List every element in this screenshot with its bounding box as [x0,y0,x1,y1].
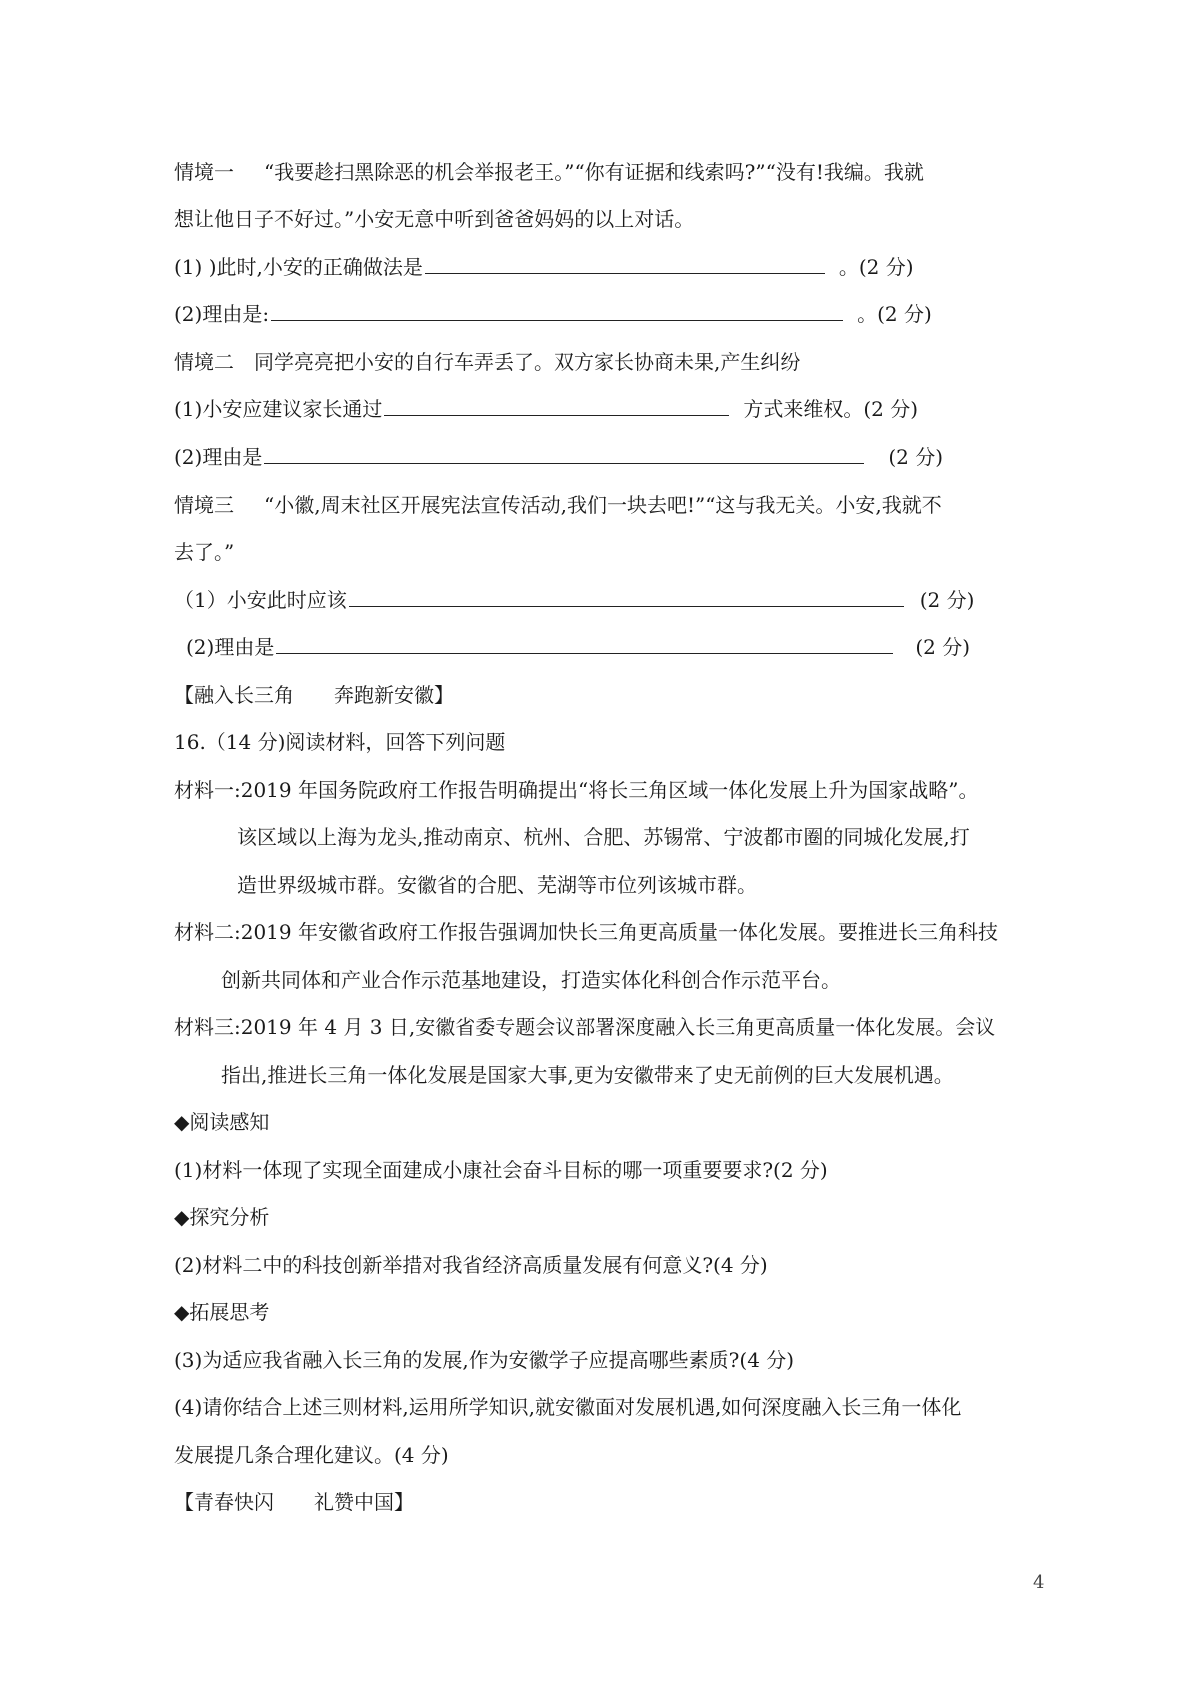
scenario1-question2 [174,300,932,328]
material1-line1: 材料一:2019 年国务院政府工作报告明确提出“将长三角区域一体化发展上升为国家战略”。 [174,778,979,802]
question-score: (2 分) [888,445,944,469]
part3-heading: ◆拓展思考 [174,1300,270,1324]
question16-title: 16.（14 分)阅读材料，回答下列问题 [174,730,506,754]
answer-blank[interactable] [425,253,825,274]
question-score: (2 分) [915,635,971,659]
question-prefix: （1）小安此时应该 [174,588,347,612]
section-heading: 【融入长三角 奔跑新安徽】 [174,683,454,707]
part1-heading: ◆阅读感知 [174,1110,270,1134]
scenario3-text-line2: 去了。” [174,540,235,564]
scenario1-label: 情境一 [174,160,234,184]
question16-q2: (2)材料二中的科技创新举措对我省经济高质量发展有何意义?(4 分) [174,1253,768,1277]
question-prefix: (2)理由是 [174,445,263,469]
question-score: 。(2 分) [838,255,914,279]
question16-q4-line1: (4)请你结合上述三则材料,运用所学知识,就安徽面对发展机遇,如何深度融入长三角一体化 [174,1395,962,1419]
answer-blank[interactable] [264,443,864,464]
scenario3-label: 情境三 [174,493,234,517]
scenario2-question1 [174,395,918,423]
scenario2-question2 [174,443,943,471]
answer-blank[interactable] [384,395,729,416]
question-score: 。(2 分) [857,302,932,326]
material2-line1: 材料二:2019 年安徽省政府工作报告强调加快长三角更高质量一体化发展。要推进长三角科技 [174,920,998,944]
scenario2-text-line [174,348,800,376]
question16-q1: (1)材料一体现了实现全面建成小康社会奋斗目标的哪一项重要要求?(2 分) [174,1158,828,1182]
scenario3-question1 [174,586,974,614]
material3-line1: 材料三:2019 年 4 月 3 日,安徽省委专题会议部署深度融入长三角更高质量一体化发展。会议 [174,1015,996,1039]
question16-q3: (3)为适应我省融入长三角的发展,作为安徽学子应提高哪些素质?(4 分) [174,1348,795,1372]
scenario2-description: 同学亮亮把小安的自行车弄丢了。双方家长协商未果,产生纠纷 [254,350,801,374]
question-prefix: (1)小安应建议家长通过 [174,397,383,421]
question16-q4-line2: 发展提几条合理化建议。(4 分) [174,1443,449,1467]
answer-blank[interactable] [349,586,904,607]
answer-blank[interactable] [271,300,843,321]
answer-blank[interactable] [276,633,893,654]
scenario3-text-line1 [174,491,942,519]
question-prefix: (1) )此时,小安的正确做法是 [174,255,423,279]
material3-line2: 指出,推进长三角一体化发展是国家大事,更为安徽带来了史无前例的巨大发展机遇。 [221,1063,954,1087]
section-heading: 【青春快闪 礼赞中国】 [174,1490,414,1514]
question-score: 方式来维权。(2 分) [743,397,919,421]
scenario3-dialogue: “小徽,周末社区开展宪法宣传活动,我们一块去吧!”“这与我无关。小安,我就不 [264,493,942,517]
scenario1-text-line1 [174,158,924,186]
question-prefix: (2)理由是: [174,302,270,326]
scenario3-question2 [186,633,970,661]
scenario1-question1 [174,253,914,281]
part2-heading: ◆探究分析 [174,1205,270,1229]
scenario1-text-line2: 想让他日子不好过。”小安无意中听到爸爸妈妈的以上对话。 [174,207,695,231]
page-number: 4 [1033,1572,1045,1593]
material1-line3: 造世界级城市群。安徽省的合肥、芜湖等市位列该城市群。 [237,873,757,897]
question-score: (2 分) [919,588,975,612]
material2-line2: 创新共同体和产业合作示范基地建设，打造实体化科创合作示范平台。 [221,968,841,992]
question-prefix: (2)理由是 [186,635,275,659]
material1-line2: 该区域以上海为龙头,推动南京、杭州、合肥、苏锡常、宁波都市圈的同城化发展,打 [237,825,970,849]
scenario2-label: 情境二 [174,350,234,374]
scenario1-dialogue: “我要趁扫黑除恶的机会举报老王。”“你有证据和线索吗?”“没有!我编。我就 [264,160,924,184]
